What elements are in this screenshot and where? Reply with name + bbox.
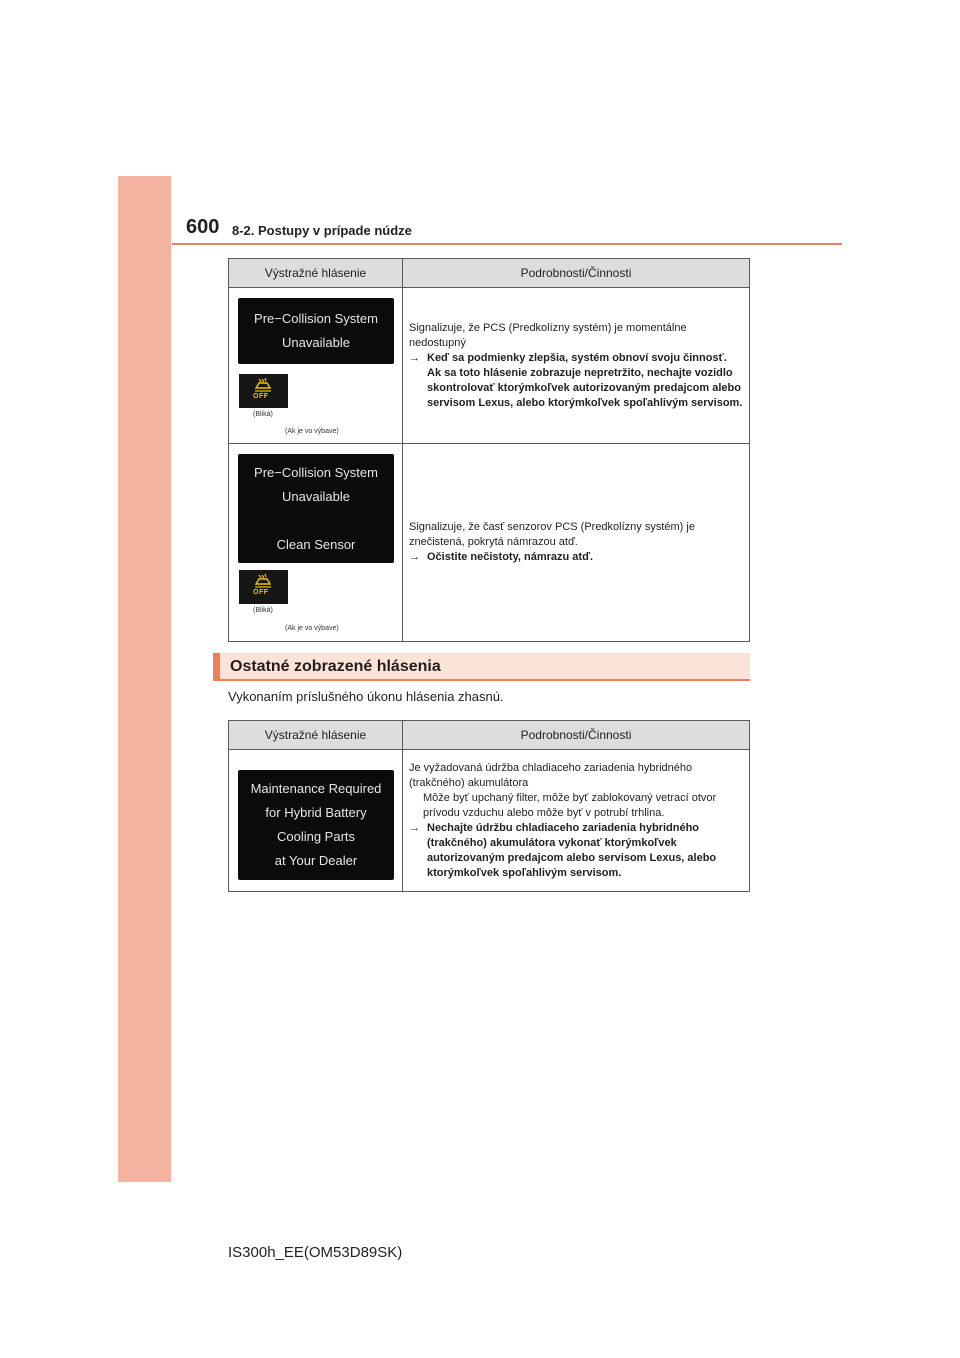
column-header-details: Podrobnosti/Činnosti [403, 721, 750, 750]
table-header-row [229, 259, 750, 288]
footer-manual-code: IS300h_EE(OM53D89SK) [228, 1244, 403, 1261]
details-cell [403, 288, 750, 444]
section-heading: Ostatné zobrazené hlásenia [230, 658, 441, 675]
display-line [238, 509, 394, 533]
indicator-off-label: OFF [253, 393, 269, 400]
display-line: Unavailable [282, 489, 350, 504]
detail-text: Signalizuje, že časť senzorov PCS (Predkolízny systém) je znečistená, pokrytá námrazou atď. [409, 521, 695, 548]
details-cell [403, 750, 750, 892]
detail-text: Je vyžadovaná údržba chladiaceho zariadenia hybridného (trakčného) akumulátora [409, 761, 693, 789]
action-text [409, 821, 743, 881]
pcs-off-indicator [239, 570, 288, 604]
message-display [238, 770, 394, 880]
detail-text: Signalizuje, že PCS (Predkolízny systém) je momentálne nedostupný [409, 321, 687, 349]
action-label: Očistite nečistoty, námrazu atď. [427, 551, 594, 563]
indicator-off-label: OFF [253, 589, 269, 596]
message-display [238, 454, 394, 563]
equipment-caption: (Ak je vo výbave) [285, 428, 339, 435]
warning-table-other [228, 720, 750, 892]
message-display [238, 298, 394, 364]
display-line: Maintenance Required [250, 781, 382, 796]
message-cell [229, 750, 403, 892]
message-cell [229, 288, 403, 444]
warning-table-pcs [228, 258, 750, 642]
display-line: at Your Dealer [274, 853, 358, 868]
message-cell [229, 444, 403, 642]
display-line: Clean Sensor [276, 537, 356, 552]
pcs-off-indicator [239, 374, 288, 408]
display-line: Pre−Collision System [254, 465, 378, 480]
intro-text: Vykonaním príslušného úkonu hlásenia zhasnú. [228, 689, 504, 704]
pcs-off-icon [253, 377, 273, 393]
section-title: 8-2. Postupy v prípade núdze [232, 223, 412, 238]
blink-caption: (Bliká) [253, 411, 273, 418]
action-label: Nechajte údržbu chladiaceho zariadenia hybridného (trakčného) akumulátora vykonať ktorýmkoľvek autorizovaným predajcom alebo servisom Lexus, alebo ktorýmkoľvek spoľahlivým servisom. [427, 821, 717, 879]
arrow-icon: → [409, 351, 420, 364]
action-label: Keď sa podmienky zlepšia, systém obnoví svoju činnosť. Ak sa toto hlásenie zobrazuje nepretržito, nechajte vozidlo skontrolovať ktorýmkoľvek autorizovaným predajcom alebo servisom Lexus, alebo ktorýmkoľvek spoľahlivým servisom. [427, 351, 743, 409]
arrow-icon: → [409, 821, 420, 834]
section-heading-band [213, 653, 750, 681]
action-text [409, 550, 743, 565]
display-line: Unavailable [282, 335, 350, 350]
display-line: Cooling Parts [276, 829, 356, 844]
display-line: Pre−Collision System [254, 311, 378, 326]
table-row [229, 444, 750, 642]
arrow-icon: → [409, 551, 420, 563]
section-marker [213, 653, 220, 679]
blink-caption: (Bliká) [253, 607, 273, 614]
column-header-message: Výstražné hlásenie [229, 259, 403, 288]
action-text [409, 351, 743, 411]
details-cell [403, 444, 750, 642]
table-row [229, 750, 750, 892]
page-number: 600 [186, 216, 220, 238]
chapter-sidebar [118, 176, 171, 1182]
header-rule [172, 243, 842, 245]
table-row [229, 288, 750, 444]
cause-text: Môže byť upchaný filter, môže byť zablokovaný vetrací otvor prívodu vzduchu alebo môže byť v potrubí trhlina. [423, 791, 717, 819]
column-header-message: Výstražné hlásenie [229, 721, 403, 750]
column-header-details: Podrobnosti/Činnosti [403, 259, 750, 288]
table-header-row [229, 721, 750, 750]
equipment-caption: (Ak je vo výbave) [285, 625, 339, 632]
display-line: for Hybrid Battery [265, 805, 367, 820]
pcs-off-icon [253, 573, 273, 589]
